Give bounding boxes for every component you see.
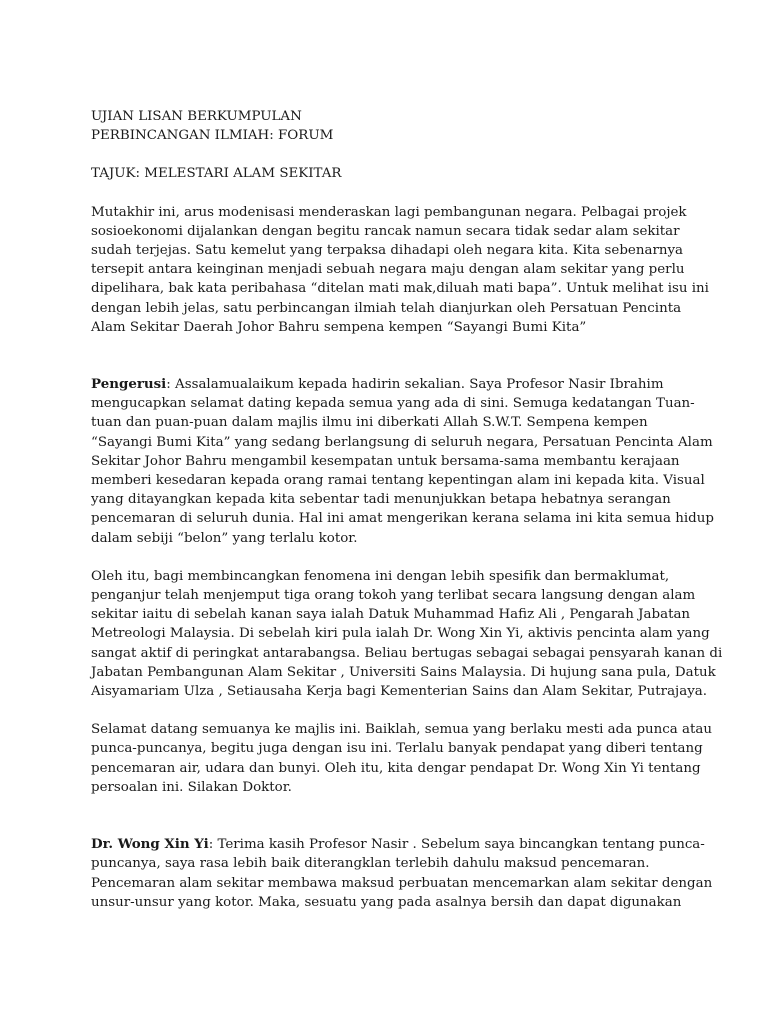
spacer — [91, 797, 691, 835]
heading-line-2: PERBINCANGAN ILMIAH: FORUM — [91, 128, 334, 144]
spacer — [91, 337, 691, 375]
speech-line: tuan dan puan-puan dalam majlis ilmu ini diberkati Allah S.W.T. Sempena kempen — [91, 415, 648, 431]
intro-line: dipelihara, bak kata peribahasa “ditelan mati mak,diluah mati bapa”. Untuk melihat isu ini — [91, 281, 709, 297]
intro-line: Mutakhir ini, arus modenisasi menderaskan lagi pembangunan negara. Pelbagai projek — [91, 204, 687, 220]
intro-line: sosioekonomi dijalankan dengan begitu rancak namun secara tidak sedar alam sekitar — [91, 223, 680, 239]
speech-line: yang ditayangkan kepada kita sebentar tadi menunjukkan betapa hebatnya serangan — [91, 492, 671, 508]
body-line: penganjur telah menjemput tiga orang tokoh yang terlibat secara langsung dengan alam — [91, 588, 696, 604]
body-line: sangat aktif di peringkat antarabangsa. Beliau bertugas sebagai sebagai pensyarah kanan di — [91, 645, 723, 661]
spacer — [91, 145, 691, 164]
heading-line-1: UJIAN LISAN BERKUMPULAN — [91, 109, 302, 124]
body-line: sekitar iaitu di sebelah kanan saya ialah Datuk Muhammad Hafiz Ali , Pengarah Jabatan — [91, 607, 691, 623]
speaker-name: Pengerusi — [91, 376, 167, 393]
body-line: punca-puncanya, begitu juga dengan isu ini. Terlalu banyak pendapat yang diberi tentang — [91, 741, 703, 757]
intro-line: Alam Sekitar Daerah Johor Bahru sempena kempen “Sayangi Bumi Kita” — [91, 319, 587, 335]
body-line: Selamat datang semuanya ke majlis ini. Baiklah, semua yang berlaku mesti ada punca atau — [91, 722, 712, 738]
pengerusi-first-line — [91, 375, 691, 394]
intro-paragraph — [91, 203, 709, 337]
speech-line: “Sayangi Bumi Kita” yang sedang berlangsung di seluruh negara, Persatuan Pencinta Alam — [91, 434, 713, 450]
speech-line: mengucapkan selamat dating kepada semua yang ada di sini. Semuga kedatangan Tuan- — [91, 396, 695, 412]
body-line: pencemaran air, udara dan bunyi. Oleh itu, kita dengar pendapat Dr. Wong Xin Yi tentang — [91, 760, 701, 776]
speech-line: dalam sebiji “belon” yang terlalu kotor. — [91, 530, 358, 546]
speech-line: unsur-unsur yang kotor. Maka, sesuatu yang pada asalnya bersih dan dapat digunakan — [91, 894, 682, 910]
speech-line: Pencemaran alam sekitar membawa maksud perbuatan mencemarkan alam sekitar dengan — [91, 875, 713, 891]
dr-wong-paragraph — [91, 835, 713, 912]
intro-line: dengan lebih jelas, satu perbincangan ilmiah telah dianjurkan oleh Persatuan Pencinta — [91, 300, 682, 316]
body-line: persoalan ini. Silakan Doktor. — [91, 779, 292, 795]
panel-introduction-paragraph — [91, 567, 723, 701]
spacer — [91, 184, 691, 203]
speech-line: puncanya, saya rasa lebih baik diterangklan terlebih dahulu maksud pencemaran. — [91, 856, 650, 872]
topic-title: TAJUK: MELESTARI ALAM SEKITAR — [91, 166, 342, 182]
speech-text: : Assalamualaikum kepada hadirin sekalian. Saya Profesor Nasir Ibrahim — [166, 377, 664, 393]
speech-text: : Terima kasih Profesor Nasir . Sebelum saya bincangkan tentang punca- — [208, 837, 705, 853]
body-line: Aisyamariam Ulza , Setiausaha Kerja bagi Kementerian Sains dan Alam Sekitar, Putrajaya. — [91, 684, 707, 700]
intro-line: tersepit antara keinginan menjadi sebuah negara maju dengan alam sekitar yang perlu — [91, 262, 685, 278]
spacer — [91, 548, 691, 567]
welcome-paragraph — [91, 720, 712, 797]
dr-wong-first-line — [91, 835, 705, 854]
spacer — [91, 701, 691, 720]
intro-line: sudah terjejas. Satu kemelut yang terpaksa dihadapi oleh negara kita. Kita sebenarnya — [91, 243, 684, 259]
speaker-name: Dr. Wong Xin Yi — [91, 836, 209, 853]
speech-line: Sekitar Johor Bahru mengambil kesempatan untuk bersama-sama membantu kerajaan — [91, 453, 680, 469]
speech-line: memberi kesedaran kepada orang ramai tentang kepentingan alam ini kepada kita. Visual — [91, 473, 705, 489]
document-page — [91, 107, 723, 912]
body-line: Oleh itu, bagi membincangkan fenomena ini dengan lebih spesifik dan bermaklumat, — [91, 568, 670, 584]
pengerusi-paragraph — [91, 375, 714, 548]
body-line: Metreologi Malaysia. Di sebelah kiri pula ialah Dr. Wong Xin Yi, aktivis pencinta alam yang — [91, 626, 710, 642]
body-line: Jabatan Pembangunan Alam Sekitar , Universiti Sains Malaysia. Di hujung sana pula, Datuk — [91, 664, 716, 680]
speech-line: pencemaran di seluruh dunia. Hal ini amat mengerikan kerana selama ini kita semua hidup — [91, 511, 714, 527]
